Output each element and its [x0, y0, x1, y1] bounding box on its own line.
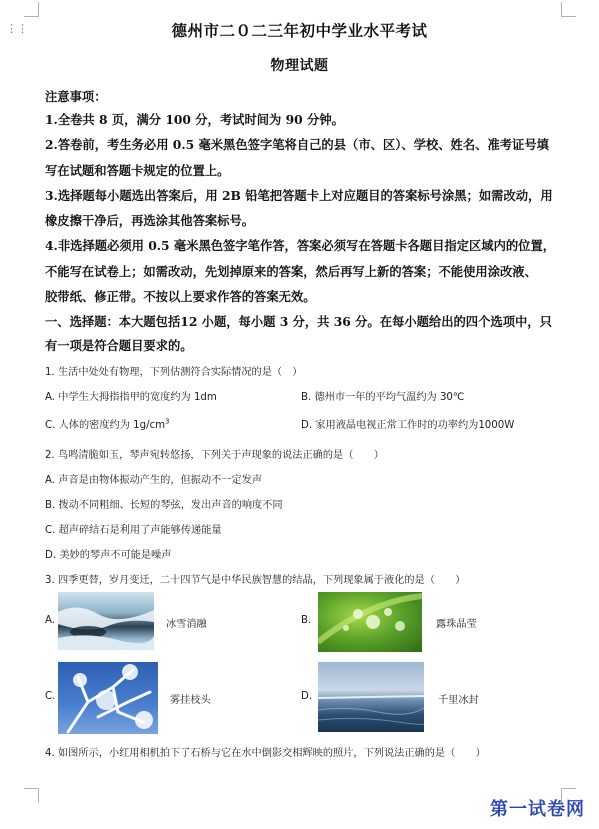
notes-line-8: 胶带纸、修正带。不按以上要求作答的答案无效。	[45, 289, 316, 304]
question-3-option-b-letter: B.	[301, 615, 312, 626]
section-heading-line-1: 一、选择题：本大题包括12 小题，每小题 3 分，共 36 分。在每小题给出的四个选项中，只	[45, 314, 552, 329]
notes-line-3: 写在试题和答题卡规定的位置上。	[45, 163, 230, 178]
section-heading-line-2: 有一项是符合题目要求的。	[45, 338, 193, 353]
corner-mark-bottom-left	[24, 788, 39, 803]
question-3-option-a-letter: A.	[45, 615, 56, 626]
notes-line-2: 2.答卷前，考生务必用 0.5 毫米黑色签字笔将自己的县（市、区）、学校、姓名、准考证号填	[45, 137, 549, 152]
notes-line-6: 4.非选择题必须用 0.5 毫米黑色签字笔作答，答案必须写在答题卡各题目指定区域内的位置，	[45, 238, 556, 253]
question-3-option-c-caption: 雾挂枝头	[170, 695, 211, 706]
notes-heading: 注意事项：	[45, 89, 107, 104]
question-2-option-a: A. 声音是由物体振动产生的，但振动不一定发声	[45, 475, 263, 486]
question-1-option-b: B. 德州市一年的平均气温约为 30℃	[301, 392, 465, 403]
question-1-stem: 1. 生活中处处有物理，下列估测符合实际情况的是（ ）	[45, 367, 303, 378]
notes-line-4: 3.选择题每小题选出答案后，用 2B 铅笔把答题卡上对应题目的答案标号涂黑；如需改动，用	[45, 188, 553, 203]
question-3-option-a-caption: 冰雪消融	[166, 619, 207, 630]
page-title: 德州市二０二三年初中学业水平考试	[171, 21, 428, 40]
question-2-option-d: D. 美妙的琴声不可能是噪声	[45, 550, 172, 561]
question-2-option-c: C. 超声碎结石是利用了声能够传递能量	[45, 525, 222, 536]
dew-drops-photo	[318, 592, 422, 652]
frozen-landscape-photo	[318, 662, 424, 732]
question-2-stem: 2. 鸟鸣清脆如玉，琴声宛转悠扬，下列关于声现象的说法正确的是（ ）	[45, 450, 384, 461]
question-3-option-b-caption: 露珠晶莹	[436, 619, 477, 630]
question-3-option-d-caption: 千里冰封	[438, 695, 479, 706]
question-4-stem: 4. 如图所示，小红用相机拍下了石桥与它在水中倒影交相辉映的照片，下列说法正确的是（ ）	[45, 748, 486, 759]
ice-melting-photo	[58, 592, 154, 650]
question-1-option-a: A. 中学生大拇指指甲的宽度约为 1dm	[45, 392, 217, 403]
question-2-option-b: B. 拨动不同粗细、长短的琴弦，发出声音的响度不同	[45, 500, 283, 511]
ice-melting-illustration	[58, 592, 154, 650]
dew-drops-illustration	[318, 592, 422, 652]
notes-line-1: 1.全卷共 8 页，满分 100 分，考试时间为 90 分钟。	[45, 112, 344, 127]
corner-mark-top-right	[561, 2, 576, 17]
corner-mark-top-left	[24, 2, 39, 17]
question-1-option-d: D. 家用液晶电视正常工作时的功率约为1000W	[301, 420, 515, 431]
watermark-logo: 第一试卷网	[490, 799, 585, 820]
question-1-option-c-text: C. 人体的密度约为 1g/cm	[45, 420, 166, 431]
question-3-option-d-letter: D.	[301, 691, 313, 702]
rime-branches-photo	[58, 662, 158, 734]
question-1-option-c	[45, 416, 170, 431]
notes-line-5: 橡皮擦干净后，再选涂其他答案标号。	[45, 213, 255, 228]
question-1-option-c-superscript: 3	[165, 417, 170, 426]
drag-handle-icon[interactable]: ⋮⋮	[6, 22, 28, 35]
frozen-landscape-illustration	[318, 662, 424, 732]
notes-line-7: 不能写在试卷上；如需改动，先划掉原来的答案，然后再写上新的答案；不能使用涂改液、	[45, 264, 537, 279]
rime-branches-illustration	[58, 662, 158, 734]
question-3-option-c-letter: C.	[45, 691, 56, 702]
question-3-stem: 3. 四季更替，岁月变迁，二十四节气是中华民族智慧的结晶，下列现象属于液化的是（ ）	[45, 575, 466, 586]
page-subtitle: 物理试题	[270, 58, 329, 74]
